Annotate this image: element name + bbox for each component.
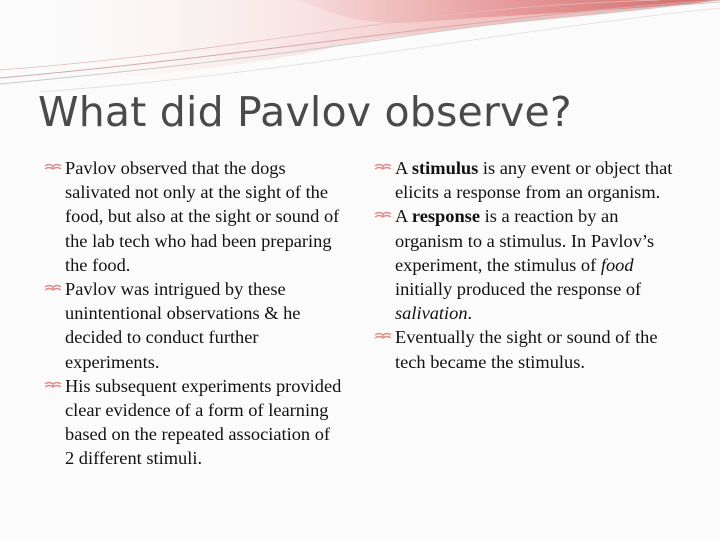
open-book-bullet-icon <box>42 374 64 398</box>
right-bullet-item <box>372 325 682 373</box>
right-bullet-item <box>372 156 682 204</box>
open-book-bullet-icon <box>372 204 394 228</box>
right-bullet-item <box>372 204 682 325</box>
left-bullet-text: Pavlov observed that the dogs salivated not only at the sight of the food, but also at the sight or sound of the lab tech who had been preparing the food. <box>65 158 340 275</box>
open-book-bullet-icon <box>372 156 394 180</box>
open-book-bullet-icon <box>42 156 64 180</box>
right-bullet-pre: A <box>395 206 412 227</box>
italic-salivation: salivation <box>395 303 468 324</box>
open-book-bullet-icon <box>42 277 64 301</box>
left-bullet-text: His subsequent experiments provided clear evidence of a form of learning based on the repeated association of 2 different stimuli. <box>65 375 342 469</box>
left-bullet-item <box>42 374 342 471</box>
left-bullet-text: Pavlov was intrigued by these unintentional observations & he decided to conduct further experiments. <box>65 279 301 372</box>
left-bullet-item <box>42 156 342 277</box>
right-bullet-pre: A <box>395 158 412 178</box>
right-bullet-post: is a reaction by an organism to a stimulus. In Pavlov’s experiment, the stimulus of <box>395 206 655 275</box>
left-column <box>42 156 342 471</box>
right-bullet-mid: initially produced the response of <box>395 279 642 300</box>
right-bullet-end: . <box>467 303 473 324</box>
right-bullet-text: Eventually the sight or sound of the tech became the stimulus. <box>395 327 658 372</box>
right-column <box>372 156 682 374</box>
slide-title: What did Pavlov observe? <box>38 88 572 136</box>
term-response: response <box>411 206 480 227</box>
italic-food: food <box>600 254 634 275</box>
term-stimulus: stimulus <box>411 158 479 178</box>
open-book-bullet-icon <box>372 325 394 349</box>
right-bullet-post: is any event or object that elicits a response from an organism. <box>395 158 673 203</box>
left-bullet-item <box>42 277 342 374</box>
